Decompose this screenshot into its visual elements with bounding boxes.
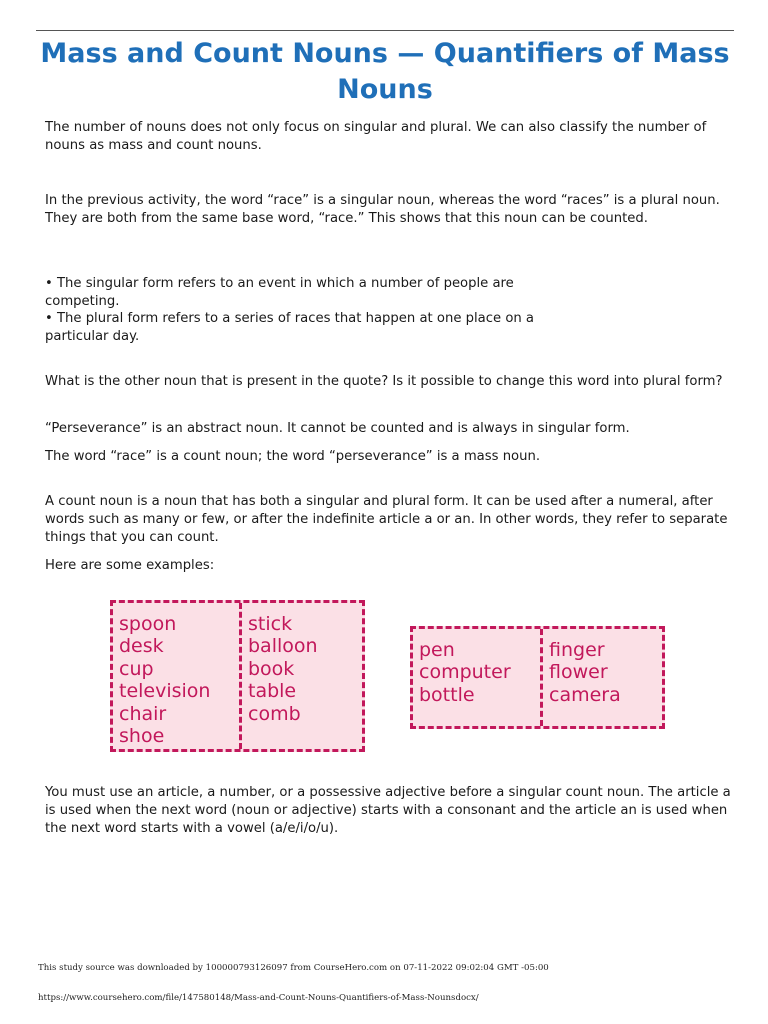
example-word: stick: [248, 613, 293, 635]
paragraph-race-example: In the previous activity, the word “race” is a singular noun, whereas the word “races” is a plural noun. They are both from the same base word, “race.” This shows that this noun can be counted.: [45, 193, 720, 227]
example-word: finger: [549, 639, 605, 661]
example-word: shoe: [119, 725, 165, 748]
example-word: flower: [549, 661, 608, 684]
paragraph-question: What is the other noun that is present in the quote? Is it possible to change this word into plural form?: [45, 374, 723, 389]
example-word: table: [248, 680, 297, 703]
source-url-link[interactable]: https://www.coursehero.com/file/147580148/Mass-and-Count-Nouns-Quantifiers-of-Mass-Nounsdocx/: [38, 993, 479, 1003]
example-word: camera: [549, 683, 621, 706]
examples-box-2-column-1: [413, 629, 540, 726]
example-word: book: [248, 657, 295, 680]
examples-box-2: [410, 626, 665, 729]
example-word: balloon: [248, 635, 318, 658]
example-word: bottle: [419, 683, 475, 706]
bullet-plural: • The plural form refers to a series of races that happen at one place on a particular day.: [45, 311, 535, 345]
top-rule: [36, 30, 734, 31]
examples-box-1-column-1: [113, 603, 239, 749]
paragraph-count-noun-definition: A count noun is a noun that has both a singular and plural form. It can be used after a numeral, after words such as many or few, or after the indefinite article a or an. In other words, they refer to separate things that you can count.: [45, 494, 728, 546]
example-word: comb: [248, 702, 301, 725]
example-word: television: [119, 680, 211, 703]
paragraph-intro: The number of nouns does not only focus on singular and plural. We can also classify the number of nouns as mass and count nouns.: [45, 120, 707, 154]
examples-box-1-column-2: [239, 603, 362, 749]
example-word: chair: [119, 702, 167, 725]
bullet-singular: • The singular form refers to an event in which a number of people are competing.: [45, 276, 514, 310]
paragraph-article-usage: You must use an article, a number, or a possessive adjective before a singular count noun. The article a is used when the next word (noun or adjective) starts with a consonant and the article an is used when the next word starts with a vowel (a/e/i/o/u).: [45, 785, 731, 837]
example-word: computer: [419, 661, 511, 684]
examples-box-1: [110, 600, 365, 752]
download-notice: This study source was downloaded by 100000793126097 from CourseHero.com on 07-11-2022 09:02:04 GMT -05:00: [38, 963, 549, 973]
paragraph-perseverance: “Perseverance” is an abstract noun. It cannot be counted and is always in singular form.: [45, 421, 630, 436]
paragraph-count-vs-mass: The word “race” is a count noun; the word “perseverance” is a mass noun.: [45, 449, 541, 464]
paragraph-examples-intro: Here are some examples:: [45, 558, 215, 573]
examples-box-2-column-2: [540, 629, 662, 726]
page-title: Mass and Count Nouns — Quantifiers of Mass Nouns: [40, 38, 730, 105]
example-word: desk: [119, 635, 164, 658]
example-word: cup: [119, 657, 154, 680]
example-word: spoon: [119, 613, 177, 635]
example-word: pen: [419, 639, 455, 661]
